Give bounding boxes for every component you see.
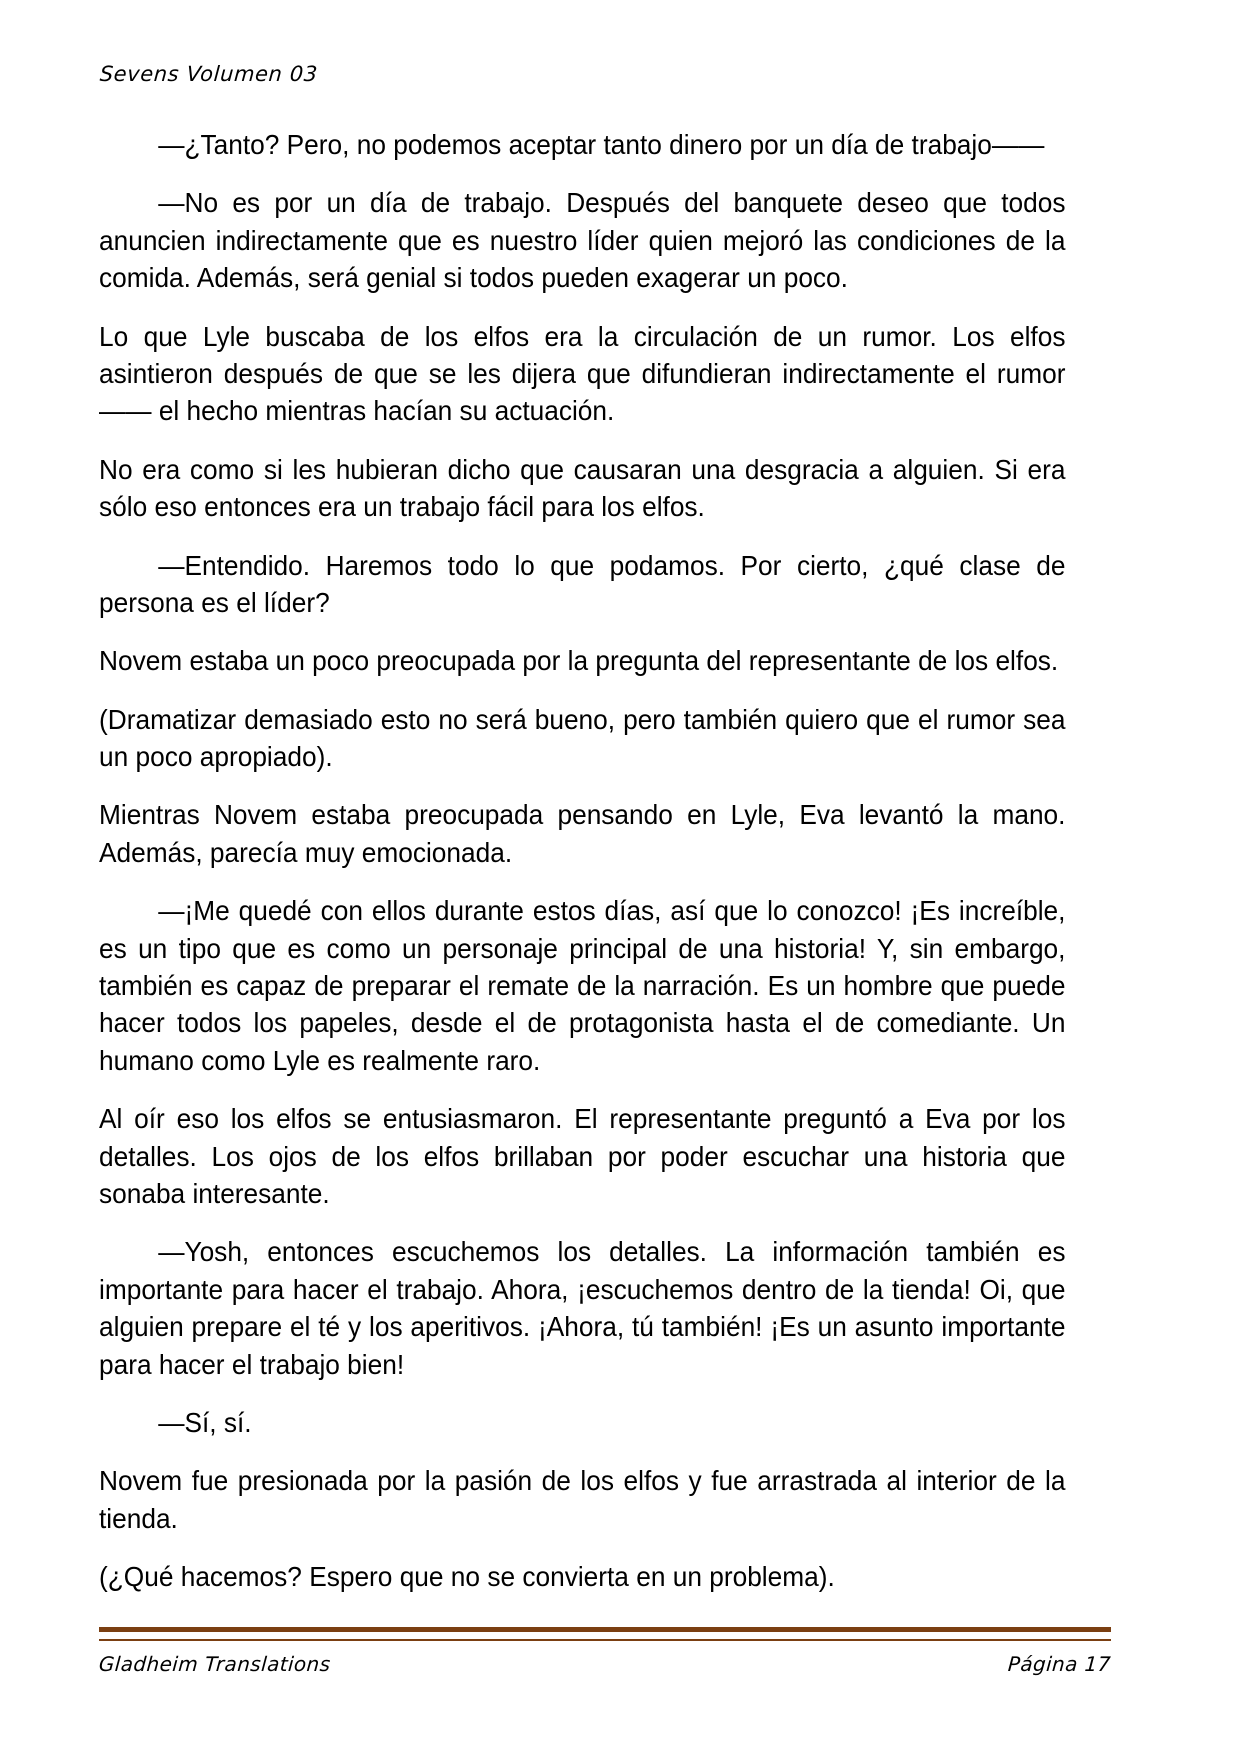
body-paragraph: No era como si les hubieran dicho que causaran una desgracia a alguien. Si era sólo eso entonces era un trabajo fácil para los elfos. bbox=[99, 453, 1066, 523]
body-paragraph: —No es por un día de trabajo. Después del banquete deseo que todos anuncien indirectamente que es nuestro líder quien mejoró las condiciones de la comida. Además, será genial si todos pueden exagerar un poco. bbox=[99, 187, 1066, 294]
document-body bbox=[99, 126, 1111, 1617]
footer-row bbox=[99, 1652, 1111, 1676]
footer-divider-rule bbox=[99, 1627, 1111, 1641]
body-paragraph: (¿Qué hacemos? Espero que no se convierta en un problema). bbox=[99, 1561, 835, 1593]
page-footer bbox=[99, 1627, 1111, 1676]
body-paragraph: —Yosh, entonces escuchemos los detalles. La información también es importante para hacer el trabajo. Ahora, ¡escuchemos dentro de la tienda! Oi, que alguien prepare el té y los aperitivos. ¡Ahora, tú también! ¡Es un asunto importante para hacer el trabajo bien! bbox=[99, 1236, 1066, 1380]
body-paragraph: —¿Tanto? Pero, no podemos aceptar tanto dinero por un día de trabajo—— bbox=[158, 129, 1045, 160]
body-paragraph: Lo que Lyle buscaba de los elfos era la circulación de un rumor. Los elfos asintieron después de que se les dijera que difundieran indirectamente el rumor—— el hecho mientras hacían su actuación. bbox=[99, 320, 1066, 427]
body-paragraph: Novem fue presionada por la pasión de los elfos y fue arrastrada al interior de la tienda. bbox=[99, 1465, 1066, 1534]
body-paragraph: —Sí, sí. bbox=[158, 1406, 252, 1438]
body-paragraph: Novem estaba un poco preocupada por la pregunta del representante de los elfos. bbox=[99, 645, 1059, 677]
body-paragraph: —¡Me quedé con ellos durante estos días, así que lo conozco! ¡Es increíble, es un tipo que es como un personaje principal de una historia! Y, sin embargo, también es capaz de preparar el remate de la narración. Es un hombre que puede hacer todos los papeles, desde el de protagonista hasta el de comediante. Un humano como Lyle es realmente raro. bbox=[99, 895, 1066, 1076]
header-book-title: Sevens Volumen 03 bbox=[99, 62, 319, 86]
body-paragraph: (Dramatizar demasiado esto no será bueno, pero también quiero que el rumor sea un poco apropiado). bbox=[99, 703, 1066, 773]
footer-translator-credit: Gladheim Translations bbox=[98, 1652, 332, 1676]
footer-page-number: Página 17 bbox=[1007, 1652, 1112, 1676]
body-paragraph: Mientras Novem estaba preocupada pensando en Lyle, Eva levantó la mano. Además, parecía muy emocionada. bbox=[99, 799, 1066, 868]
page-header bbox=[99, 62, 1109, 102]
body-paragraph: Al oír eso los elfos se entusiasmaron. El representante preguntó a Eva por los detalles. Los ojos de los elfos brillaban por poder escuchar una historia que sonaba interesante. bbox=[99, 1103, 1066, 1209]
body-paragraph: —Entendido. Haremos todo lo que podamos. Por cierto, ¿qué clase de persona es el líder? bbox=[99, 549, 1066, 618]
